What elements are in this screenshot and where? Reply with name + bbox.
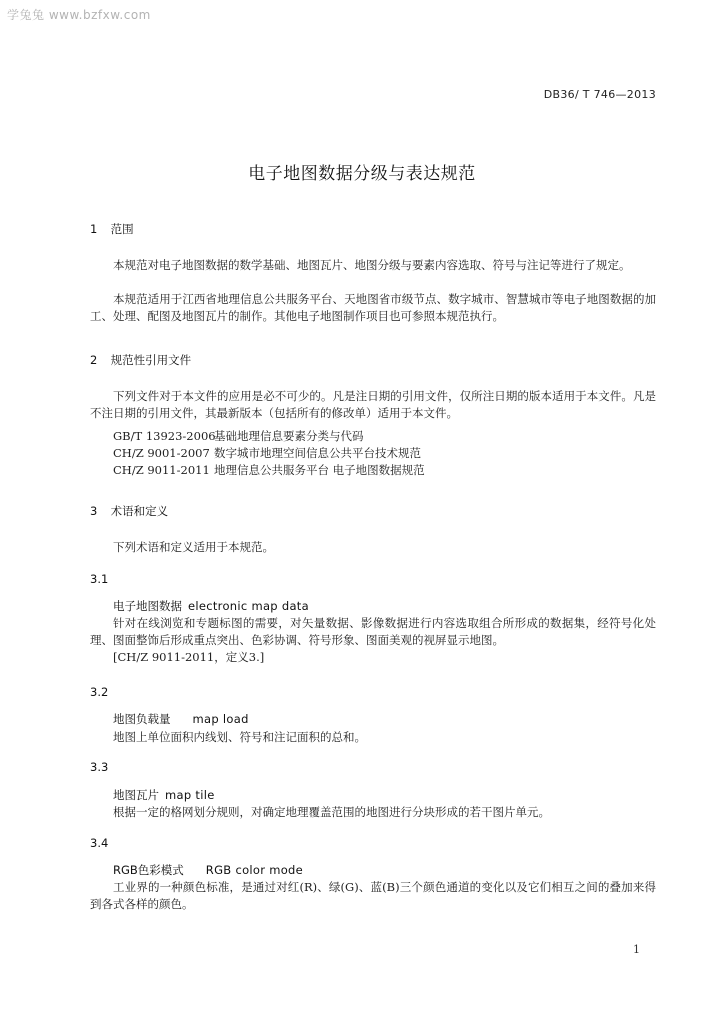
scope-paragraph-1: 本规范对电子地图数据的数学基础、地图瓦片、地图分级与要素内容选取、符号与注记等进行了规定。 xyxy=(113,258,631,272)
term-chinese: 电子地图数据 xyxy=(113,599,182,613)
term-english: electronic map data xyxy=(188,599,309,613)
term-entry xyxy=(113,598,309,614)
term-definition: 工业界的一种颜色标准，是通过对红(R)、绿(G)、蓝(B)三个颜色通道的变化以及它们相互之间的叠加来得到各式各样的颜色。 xyxy=(90,880,656,911)
section-title: 范围 xyxy=(110,222,134,236)
clause-number: 3.3 xyxy=(90,760,109,774)
section-title: 术语和定义 xyxy=(110,504,169,518)
term-definition: 地图上单位面积内线划、符号和注记面积的总和。 xyxy=(113,730,366,744)
section-heading-terms-definitions xyxy=(90,503,168,519)
page-number: 1 xyxy=(633,943,640,956)
reference-title: 地理信息公共服务平台 电子地图数据规范 xyxy=(214,463,425,477)
section-heading-normative-references xyxy=(90,352,191,368)
term-entry xyxy=(113,787,215,803)
term-english: map load xyxy=(192,712,249,726)
clause-number: 3.4 xyxy=(90,836,109,850)
reference-code: CH/Z 9011-2011 xyxy=(113,463,210,477)
terms-intro-paragraph: 下列术语和定义适用于本规范。 xyxy=(113,540,274,554)
section-title: 规范性引用文件 xyxy=(110,353,192,367)
section-number: 3 xyxy=(90,504,98,518)
reference-title: 基础地理信息要素分类与代码 xyxy=(214,429,364,443)
term-definition: 根据一定的格网划分规则，对确定地理覆盖范围的地图进行分块形成的若干图片单元。 xyxy=(113,805,550,819)
reference-item xyxy=(113,462,425,478)
term-chinese: 地图负载量 xyxy=(113,712,171,726)
clause-number: 3.2 xyxy=(90,685,109,699)
document-title: 电子地图数据分级与表达规范 xyxy=(248,164,476,184)
term-entry xyxy=(113,711,249,727)
term-english: RGB color mode xyxy=(205,863,304,877)
clause-number: 3.1 xyxy=(90,572,109,586)
scope-paragraph-2: 本规范适用于江西省地理信息公共服务平台、天地图省市级节点、数字城市、智慧城市等电子地图数据的加工、处理、配图及地图瓦片的制作。其他电子地图制作项目也可参照本规范执行。 xyxy=(90,292,656,323)
watermark: 学兔兔 www.bzfxw.com xyxy=(7,8,151,22)
reference-item xyxy=(113,445,421,461)
term-entry xyxy=(113,862,303,878)
document-number: DB36/ T 746—2013 xyxy=(543,88,656,101)
section-heading-scope xyxy=(90,221,134,237)
term-definition: 针对在线浏览和专题标图的需要，对矢量数据、影像数据进行内容选取组合所形成的数据集，经符号化处理、图面整饰后形成重点突出、色彩协调、符号形象、图面美观的视屏显示地图。 xyxy=(90,616,656,647)
term-english: map tile xyxy=(165,788,215,802)
reference-item xyxy=(113,428,364,444)
reference-code: CH/Z 9001-2007 xyxy=(113,446,210,460)
term-chinese: 地图瓦片 xyxy=(113,788,159,802)
section-number: 1 xyxy=(90,222,98,236)
section-number: 2 xyxy=(90,353,98,367)
reference-code: GB/T 13923-2006 xyxy=(113,429,216,443)
references-paragraph: 下列文件对于本文件的应用是必不可少的。凡是注日期的引用文件，仅所注日期的版本适用于本文件。凡是不注日期的引用文件，其最新版本（包括所有的修改单）适用于本文件。 xyxy=(90,389,656,420)
reference-title: 数字城市地理空间信息公共平台技术规范 xyxy=(214,446,421,460)
term-chinese: RGB色彩模式 xyxy=(113,863,184,877)
term-source: [CH/Z 9011-2011，定义3.] xyxy=(113,650,265,664)
